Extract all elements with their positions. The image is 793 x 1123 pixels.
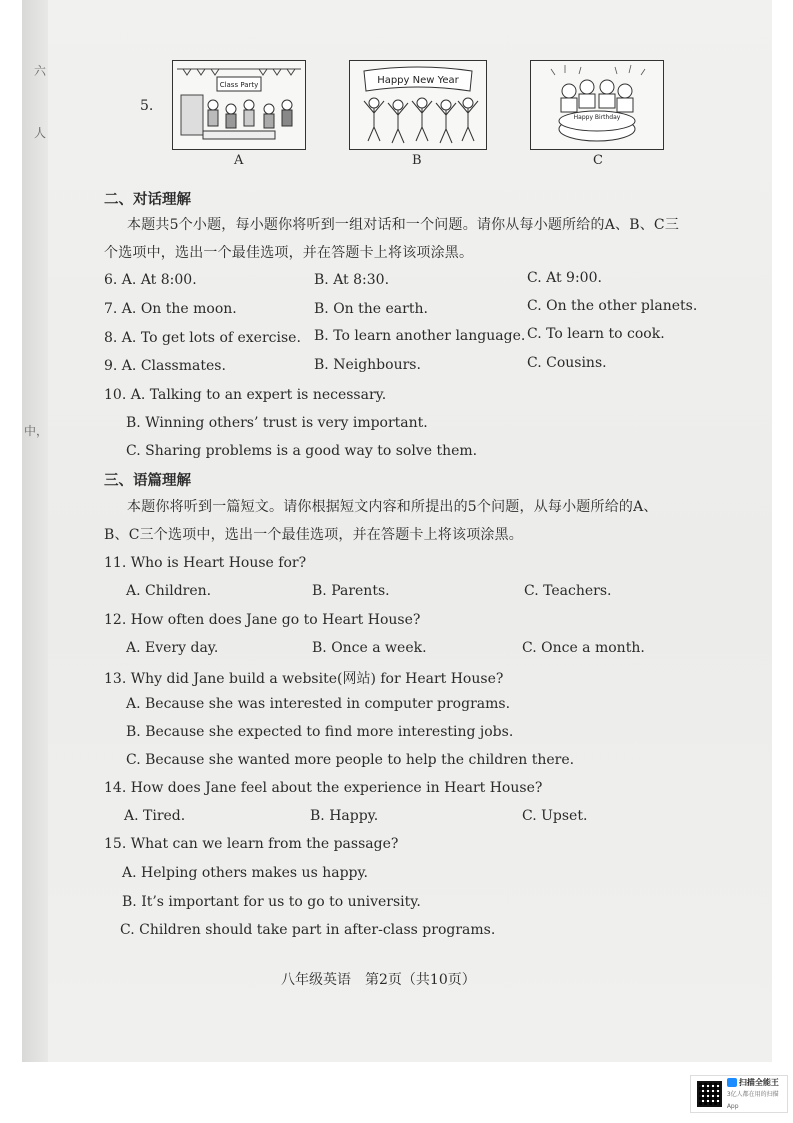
qr-code-icon (697, 1081, 722, 1107)
q8-option-a: 8. A. To get lots of exercise. (104, 330, 301, 346)
q5-label-a: A (234, 153, 244, 168)
scanner-badge-line2: 3亿人都在用的扫描App (726, 1090, 779, 1110)
scanner-badge (690, 1075, 788, 1113)
q12-option-c: C. Once a month. (522, 640, 645, 656)
q13-option-b: B. Because she expected to find more interesting jobs. (126, 724, 514, 740)
page-footer: 八年级英语 第2页（共10页） (281, 972, 476, 988)
q5-label-b: B (412, 153, 422, 168)
q12-option-b: B. Once a week. (312, 640, 427, 656)
q6-option-a: 6. A. At 8:00. (104, 272, 197, 288)
picture-a-caption: Class Party (219, 81, 259, 89)
q8-option-c: C. To learn to cook. (527, 326, 665, 342)
q10-option-b: B. Winning others’ trust is very important. (126, 415, 428, 431)
section3-instructions-line1: 本题你将听到一篇短文。请你根据短文内容和所提出的5个问题，从每小题所给的A、 (127, 499, 658, 515)
margin-marker-second: 人 (34, 126, 47, 140)
section3-heading: 三、语篇理解 (104, 473, 191, 489)
q5-label-c: C (593, 153, 603, 168)
q5-number: 5. (140, 98, 154, 114)
section2-heading: 二、对话理解 (104, 192, 191, 208)
q15-option-c: C. Children should take part in after-class programs. (120, 922, 496, 938)
q14-option-c: C. Upset. (522, 808, 588, 824)
q13-option-a: A. Because she was interested in computer programs. (126, 696, 511, 712)
q10-option-a: 10. A. Talking to an expert is necessary. (104, 387, 387, 403)
q7-option-c: C. On the other planets. (527, 298, 698, 314)
q15-option-a: A. Helping others makes us happy. (122, 865, 368, 881)
q15-option-b: B. It’s important for us to go to university. (122, 894, 421, 910)
q9-option-b: B. Neighbours. (314, 357, 421, 373)
q9-option-a: 9. A. Classmates. (104, 358, 226, 374)
q12-stem: 12. How often does Jane go to Heart House? (104, 612, 421, 628)
q8-option-b: B. To learn another language. (314, 328, 526, 344)
q11-stem: 11. Who is Heart House for? (104, 555, 307, 571)
q11-option-c: C. Teachers. (524, 583, 612, 599)
q7-option-a: 7. A. On the moon. (104, 301, 237, 317)
margin-marker-middle: 中， (24, 424, 49, 438)
q7-option-b: B. On the earth. (314, 301, 428, 317)
q12-option-a: A. Every day. (126, 640, 219, 656)
birthday-illustration (531, 61, 663, 149)
q10-option-c: C. Sharing problems is a good way to solve them. (126, 443, 478, 459)
picture-c-caption: Happy Birthday (573, 114, 621, 121)
picture-b-caption: Happy New Year (377, 75, 459, 86)
new-year-illustration (350, 61, 486, 149)
q9-option-c: C. Cousins. (527, 355, 607, 371)
q13-option-c: C. Because she wanted more people to help the children there. (126, 752, 575, 768)
page-edge-shadow (22, 0, 48, 1062)
q5-picture-a (172, 60, 306, 150)
q14-stem: 14. How does Jane feel about the experience in Heart House? (104, 780, 543, 796)
margin-marker-top: 六 (34, 64, 47, 78)
q14-option-a: A. Tired. (124, 808, 186, 824)
q11-option-b: B. Parents. (312, 583, 390, 599)
q5-picture-c (530, 60, 664, 150)
q14-option-b: B. Happy. (310, 808, 379, 824)
q13-stem: 13. Why did Jane build a website(网站) for Heart House? (104, 671, 504, 687)
q6-option-b: B. At 8:30. (314, 272, 390, 288)
q5-picture-b (349, 60, 487, 150)
section2-instructions-line2: 个选项中，选出一个最佳选项，并在答题卡上将该项涂黑。 (104, 245, 474, 261)
scanner-badge-line1: 扫描全能王 (738, 1077, 779, 1087)
scanner-badge-text (727, 1077, 787, 1112)
q15-stem: 15. What can we learn from the passage? (104, 836, 399, 852)
section3-instructions-line2: B、C三个选项中，选出一个最佳选项，并在答题卡上将该项涂黑。 (104, 527, 523, 543)
section2-instructions-line1: 本题共5个小题，每小题你将听到一组对话和一个问题。请你从每小题所给的A、B、C三 (127, 217, 680, 233)
class-party-illustration (173, 61, 305, 149)
q11-option-a: A. Children. (126, 583, 212, 599)
scanner-logo-icon (727, 1078, 737, 1087)
q6-option-c: C. At 9:00. (527, 270, 602, 286)
